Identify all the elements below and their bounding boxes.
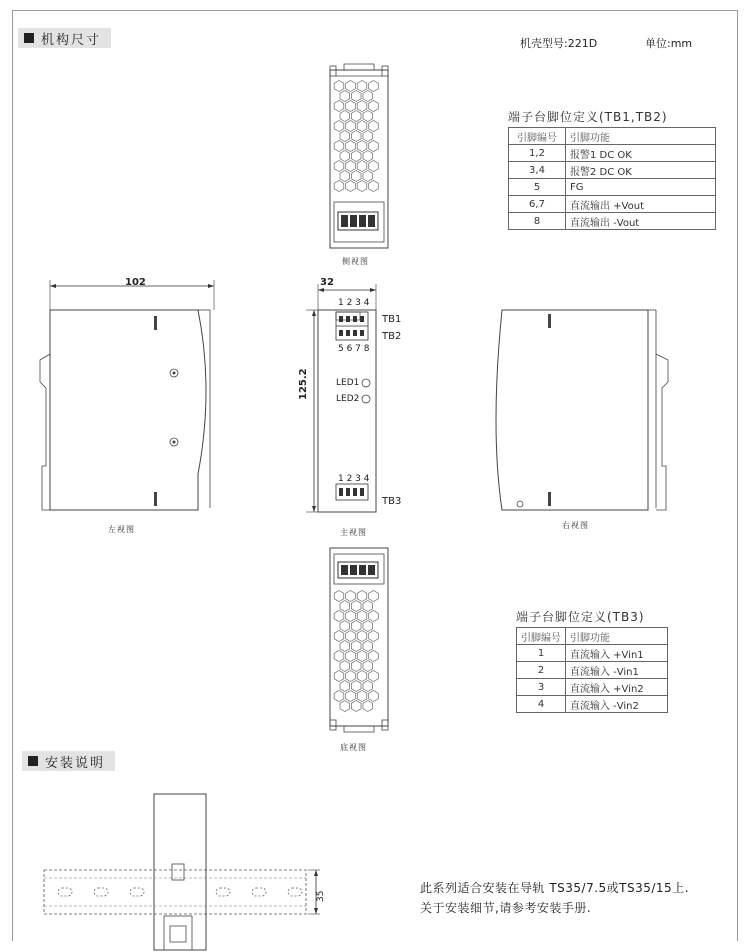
- header-cell: 引脚功能: [566, 128, 716, 145]
- vent-hole-icon: [352, 661, 362, 672]
- unit-label: 单位:mm: [645, 37, 693, 50]
- vent-hole-icon: [369, 121, 379, 132]
- vent-hole-icon: [346, 121, 356, 132]
- vent-hole-icon: [346, 691, 356, 702]
- pin-number: 8: [509, 213, 566, 230]
- vent-hole-icon: [352, 701, 362, 712]
- vent-hole-icon: [357, 651, 367, 662]
- vent-hole-icon: [346, 181, 356, 192]
- table2-title: 端子台脚位定义(TB3): [516, 610, 645, 624]
- vent-hole-icon: [346, 651, 356, 662]
- vent-hole-icon: [369, 611, 379, 622]
- vent-hole-icon: [340, 641, 350, 652]
- pin-number: 3,4: [509, 162, 566, 179]
- vent-hole-icon: [352, 91, 362, 102]
- caption-left-view: 左视图: [108, 525, 135, 534]
- caption-side-view: 侧视图: [342, 257, 369, 266]
- vent-hole-icon: [357, 101, 367, 112]
- square-bullet-icon: [28, 756, 38, 766]
- vent-hole-icon: [363, 621, 373, 632]
- section-header-installation: [22, 751, 115, 771]
- left-view-drawing: [38, 270, 228, 525]
- pin-number: 1,2: [509, 145, 566, 162]
- vent-hole-icon: [363, 701, 373, 712]
- vent-hole-icon: [334, 141, 344, 152]
- table-row: [509, 213, 716, 230]
- vent-hole-icon: [334, 651, 344, 662]
- table-row: [509, 145, 716, 162]
- vent-hole-icon: [369, 141, 379, 152]
- vent-hole-icon: [346, 631, 356, 642]
- pin-number: 5: [509, 179, 566, 196]
- table-header-row: [509, 128, 716, 145]
- vent-hole-icon: [369, 631, 379, 642]
- installation-note-line2: 关于安装细节,请参考安装手册.: [420, 901, 592, 915]
- vent-hole-icon: [340, 681, 350, 692]
- vent-hole-icon: [352, 131, 362, 142]
- vent-hole-icon: [352, 171, 362, 182]
- header-cell: 引脚编号: [517, 628, 566, 645]
- table-row: [517, 662, 668, 679]
- vent-hole-icon: [357, 671, 367, 682]
- vent-hole-icon: [340, 661, 350, 672]
- vent-hole-icon: [357, 611, 367, 622]
- vent-hole-icon: [363, 131, 373, 142]
- pin-function: 报警2 DC OK: [566, 162, 716, 179]
- vent-hole-icon: [363, 641, 373, 652]
- dim-width: 32: [320, 277, 334, 288]
- vent-hole-icon: [334, 101, 344, 112]
- vent-hole-icon: [352, 151, 362, 162]
- vent-hole-icon: [369, 161, 379, 172]
- caption-right-view: 右视图: [562, 521, 589, 530]
- vent-hole-icon: [340, 91, 350, 102]
- pin-number: 3: [517, 679, 566, 696]
- vent-hole-icon: [346, 81, 356, 92]
- pin-function: 直流输入 -Vin2: [566, 696, 668, 713]
- table-row: [509, 196, 716, 213]
- tb2-label: TB2: [382, 331, 402, 342]
- vent-hole-icon: [357, 141, 367, 152]
- table1-title: 端子台脚位定义(TB1,TB2): [508, 110, 668, 124]
- vent-hole-icon: [357, 591, 367, 602]
- din-rail-drawing: [36, 792, 336, 952]
- vent-hole-icon: [334, 671, 344, 682]
- vent-hole-icon: [369, 101, 379, 112]
- vent-hole-icon: [369, 671, 379, 682]
- vent-hole-icon: [340, 131, 350, 142]
- vent-hole-icon: [357, 631, 367, 642]
- vent-hole-icon: [334, 181, 344, 192]
- pin-number: 2: [517, 662, 566, 679]
- pin-function: 直流输出 +Vout: [566, 196, 716, 213]
- vent-hole-icon: [357, 121, 367, 132]
- vent-hole-icon: [363, 681, 373, 692]
- pin-function: 直流输出 -Vout: [566, 213, 716, 230]
- vent-hole-icon: [369, 181, 379, 192]
- caption-front-view: 主视图: [340, 528, 367, 537]
- pin-function: FG: [566, 179, 716, 196]
- vent-hole-icon: [369, 651, 379, 662]
- dim-rail-height: 35: [316, 890, 326, 902]
- pin-table-tb1-tb2: [508, 127, 716, 230]
- tb1-pin-numbers: 1 2 3 4: [338, 298, 370, 308]
- table-row: [509, 179, 716, 196]
- case-model: 机壳型号:221D: [520, 37, 598, 50]
- tb3-pin-numbers: 1 2 3 4: [338, 474, 370, 484]
- header-cell: 引脚编号: [509, 128, 566, 145]
- pin-table-tb3: [516, 627, 668, 713]
- section-title: 安装说明: [45, 755, 106, 771]
- vent-hole-icon: [346, 671, 356, 682]
- table-row: [509, 162, 716, 179]
- vent-hole-icon: [334, 161, 344, 172]
- vent-hole-icon: [352, 681, 362, 692]
- vent-hole-icon: [369, 591, 379, 602]
- tb3-label: TB3: [382, 496, 402, 507]
- section-header-mechanical: [18, 28, 111, 48]
- installation-note-line1: 此系列适合安装在导轨 TS35/7.5或TS35/15上.: [420, 881, 690, 895]
- vent-hole-icon: [334, 631, 344, 642]
- section-title: 机构尺寸: [41, 32, 102, 48]
- led2-label: LED2: [336, 394, 360, 404]
- tb1-label: TB1: [382, 314, 402, 325]
- pin-number: 4: [517, 696, 566, 713]
- vent-hole-icon: [363, 171, 373, 182]
- table-row: [517, 679, 668, 696]
- pin-number: 6,7: [509, 196, 566, 213]
- vent-hole-icon: [334, 591, 344, 602]
- vent-hole-icon: [334, 611, 344, 622]
- right-view-drawing: [490, 300, 680, 520]
- tb2-pin-numbers: 5 6 7 8: [338, 344, 370, 354]
- vent-hole-icon: [357, 691, 367, 702]
- vent-hole-icon: [340, 111, 350, 122]
- vent-hole-icon: [334, 121, 344, 132]
- dim-height: 125.2: [298, 368, 309, 400]
- pin-function: 直流输入 +Vin1: [566, 645, 668, 662]
- vent-hole-icon: [340, 601, 350, 612]
- vent-hole-icon: [363, 111, 373, 122]
- vent-hole-icon: [346, 591, 356, 602]
- header-cell: 引脚功能: [566, 628, 668, 645]
- vent-hole-icon: [346, 611, 356, 622]
- vent-hole-icon: [352, 621, 362, 632]
- vent-hole-icon: [357, 161, 367, 172]
- led1-label: LED1: [336, 378, 360, 388]
- vent-hole-icon: [369, 691, 379, 702]
- bottom-view-drawing: [320, 544, 400, 740]
- pin-function: 报警1 DC OK: [566, 145, 716, 162]
- vent-hole-icon: [340, 621, 350, 632]
- vent-hole-icon: [363, 601, 373, 612]
- vent-hole-icon: [363, 91, 373, 102]
- caption-bottom-view: 底视图: [340, 743, 367, 752]
- vent-hole-icon: [363, 661, 373, 672]
- vent-hole-icon: [352, 641, 362, 652]
- vent-hole-icon: [340, 151, 350, 162]
- vent-hole-icon: [357, 81, 367, 92]
- table-header-row: [517, 628, 668, 645]
- pin-number: 1: [517, 645, 566, 662]
- square-bullet-icon: [24, 33, 34, 43]
- vent-hole-icon: [340, 701, 350, 712]
- vent-hole-icon: [357, 181, 367, 192]
- vent-hole-icon: [363, 151, 373, 162]
- vent-hole-icon: [334, 691, 344, 702]
- pin-function: 直流输入 -Vin1: [566, 662, 668, 679]
- table-row: [517, 645, 668, 662]
- vent-hole-icon: [352, 601, 362, 612]
- pin-function: 直流输入 +Vin2: [566, 679, 668, 696]
- dim-depth: 102: [125, 277, 146, 288]
- vent-hole-icon: [346, 141, 356, 152]
- vent-hole-icon: [352, 111, 362, 122]
- vent-hole-icon: [369, 81, 379, 92]
- vent-hole-icon: [334, 81, 344, 92]
- side-view-drawing: [320, 62, 400, 257]
- vent-hole-icon: [340, 171, 350, 182]
- vent-hole-icon: [346, 101, 356, 112]
- vent-hole-icon: [346, 161, 356, 172]
- table-row: [517, 696, 668, 713]
